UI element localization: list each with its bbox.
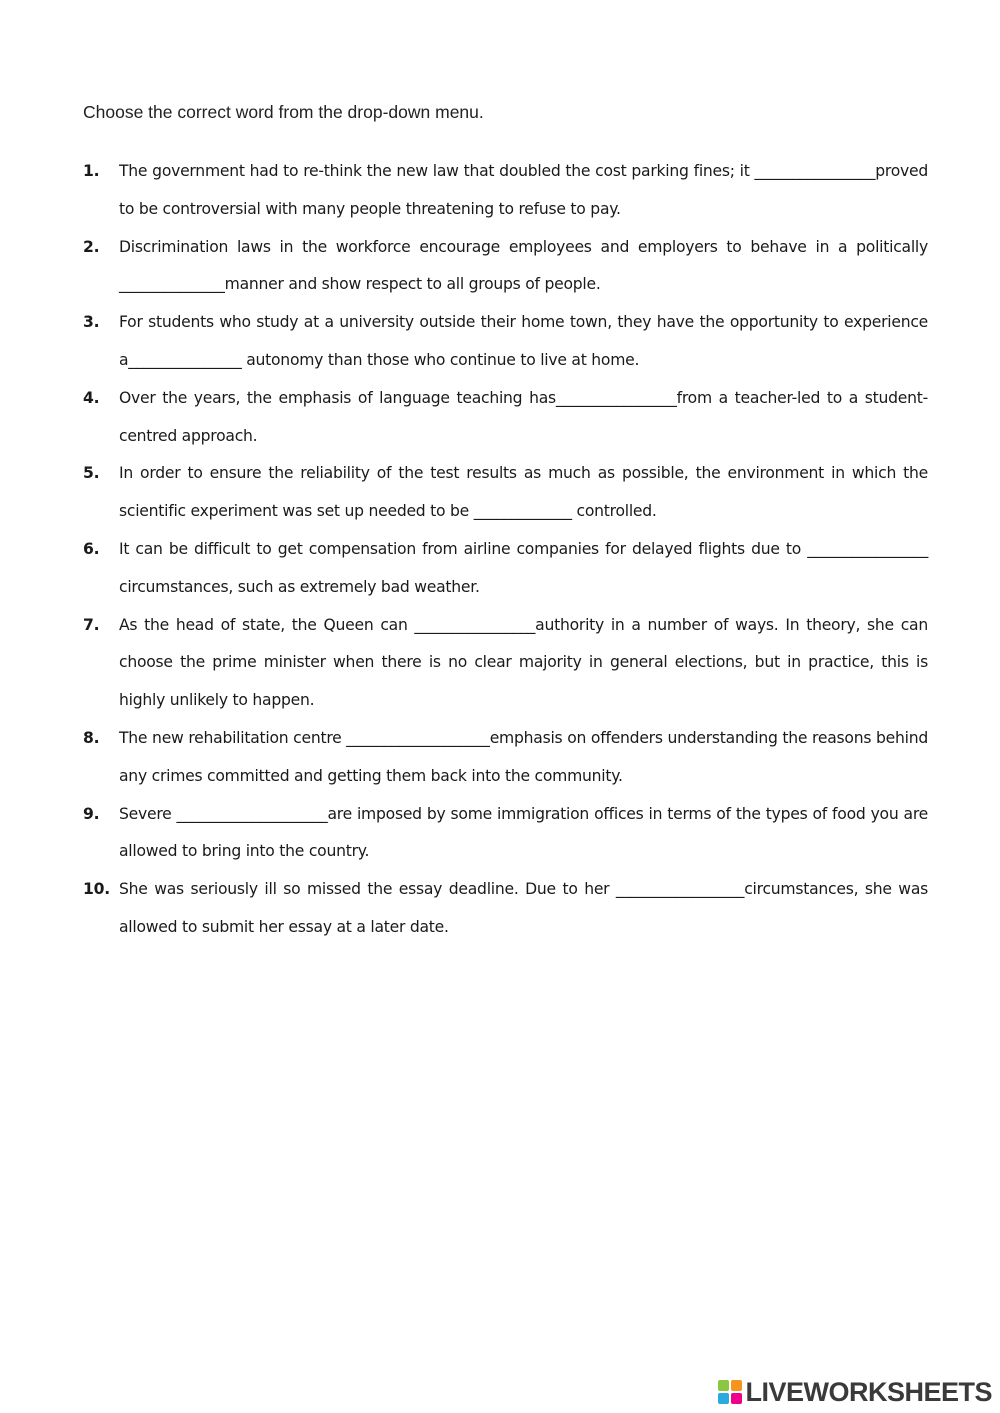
question-number: 10. [83, 880, 110, 899]
question-item [83, 229, 933, 305]
question-number: 9. [83, 804, 100, 823]
question-item [83, 531, 933, 607]
question-item [83, 796, 933, 872]
question-item [83, 153, 933, 229]
question-item [83, 607, 933, 720]
question-number: 8. [83, 728, 100, 747]
question-number: 4. [83, 388, 100, 407]
question-text: Over the years, the emphasis of language teaching has________________from a teacher-led to a student-centred approach. [119, 388, 928, 445]
question-item [83, 871, 933, 947]
question-number: 6. [83, 539, 100, 558]
logo-square-green [718, 1380, 729, 1391]
question-number: 1. [83, 162, 100, 180]
liveworksheets-logo-icon [718, 1380, 742, 1404]
question-item [83, 380, 928, 456]
instruction-text: Choose the correct word from the drop-down menu. [83, 102, 484, 122]
question-text: The new rehabilitation centre ___________________emphasis on offenders understanding the reasons behind any crimes committed and getting them back into the community. [119, 728, 933, 785]
question-text: As the head of state, the Queen can ________________authority in a number of ways. In theory, she can choose the prime minister when there is no clear majority in general elections, but in practice, this is highly unlikely to happen. [119, 615, 933, 710]
question-text: Severe ____________________are imposed by some immigration offices in terms of the types of food you are allowed to bring into the country. [119, 804, 933, 861]
question-text: Discrimination laws in the workforce encourage employees and employers to behave in a politically ______________manner and show respect to all groups of people. [119, 237, 933, 294]
logo-text: LIVEWORKSHEETS [745, 1376, 992, 1407]
liveworksheets-logo [718, 1377, 992, 1407]
question-number: 5. [83, 464, 100, 483]
question-text: In order to ensure the reliability of the test results as much as possible, the environment in which the scientific experiment was set up needed to be _____________ controlled. [119, 464, 933, 521]
question-item [83, 455, 933, 531]
question-item [83, 304, 933, 380]
question-text: It can be difficult to get compensation from airline companies for delayed flights due to ________________ circumstances, such as extremely bad weather. [119, 539, 933, 596]
question-number: 7. [83, 615, 100, 634]
question-number: 3. [83, 313, 100, 332]
logo-square-blue [718, 1393, 729, 1404]
logo-square-orange [731, 1380, 742, 1391]
question-item [83, 720, 933, 796]
question-text: The government had to re-think the new law that doubled the cost parking fines; it ________________proved to be controversial with many people threatening to refuse to pay. [119, 162, 933, 218]
question-text: For students who study at a university outside their home town, they have the opportunity to experience a_______________ autonomy than those who continue to live at home. [119, 313, 933, 369]
question-number: 2. [83, 237, 100, 256]
question-list [83, 153, 933, 947]
question-text: She was seriously ill so missed the essay deadline. Due to her _________________circumstances, she was allowed to submit her essay at a later date. [119, 880, 933, 936]
logo-square-pink [731, 1393, 742, 1404]
